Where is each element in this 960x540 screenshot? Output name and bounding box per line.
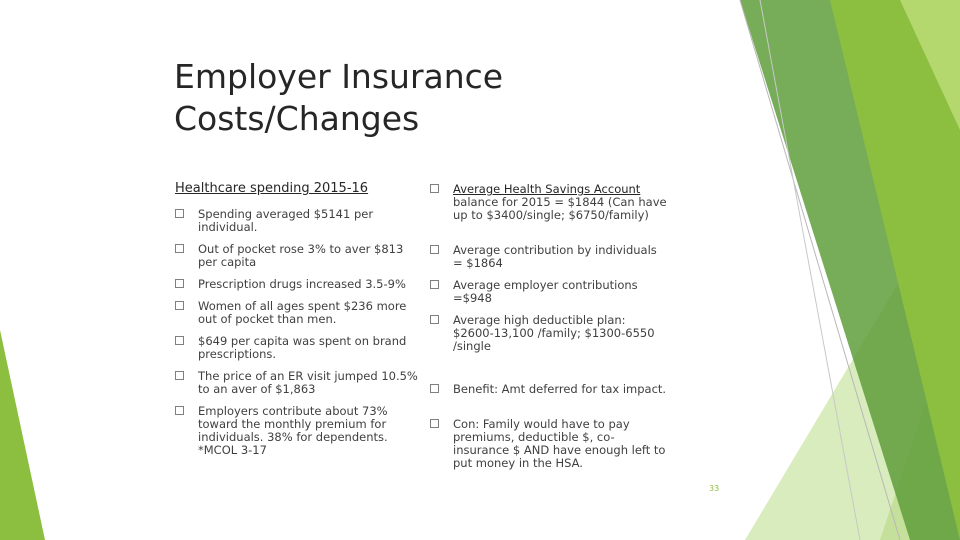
bullet-square-icon bbox=[175, 279, 184, 288]
left-green-triangle bbox=[0, 330, 45, 540]
slide-title-line-1: Employer Insurance bbox=[174, 57, 504, 96]
hsa-heading: Average Health Savings Account bbox=[453, 182, 641, 196]
bullet-text: Prescription drugs increased 3.5-9% bbox=[198, 277, 406, 291]
bullet-text: Benefit: Amt deferred for tax impact. bbox=[453, 382, 667, 396]
bullet-square-icon bbox=[175, 371, 184, 380]
bullet-text: The price of an ER visit jumped 10.5% to an aver of $1,863 bbox=[198, 369, 418, 396]
bullet-square-icon bbox=[175, 209, 184, 218]
bullet-square-icon bbox=[430, 245, 439, 254]
slide-title bbox=[174, 56, 594, 140]
bullet-text: Out of pocket rose 3% to aver $813 per capita bbox=[198, 242, 404, 269]
bullet-text: Average employer contributions =$948 bbox=[453, 278, 638, 305]
bullet-square-icon bbox=[175, 301, 184, 310]
bullet-text: $649 per capita was spent on brand prescriptions. bbox=[198, 334, 407, 361]
left-column-heading: Healthcare spending 2015-16 bbox=[175, 181, 369, 196]
hsa-detail: balance for 2015 = $1844 (Can have up to $3400/single; $6750/family) bbox=[453, 195, 667, 222]
slide-title-line-2: Costs/Changes bbox=[174, 99, 420, 138]
bullet-text: Spending averaged $5141 per individual. bbox=[198, 207, 374, 234]
bullet-square-icon bbox=[430, 419, 439, 428]
bullet-text: Average contribution by individuals = $1864 bbox=[453, 243, 657, 270]
bullet-text: Women of all ages spent $236 more out of pocket than men. bbox=[198, 299, 407, 326]
bullet-text: Con: Family would have to pay premiums, deductible $, co-insurance $ AND have enough left to put money in the HSA. bbox=[453, 417, 666, 470]
bullet-square-icon bbox=[430, 315, 439, 324]
bullet-square-icon bbox=[175, 244, 184, 253]
bullet-square-icon bbox=[175, 336, 184, 345]
page-number: 33 bbox=[709, 484, 720, 493]
bullet-text: Employers contribute about 73% toward the monthly premium for individuals. 38% for dependents. *MCOL 3-17 bbox=[198, 404, 388, 457]
bullet-square-icon bbox=[430, 384, 439, 393]
bullet-square-icon bbox=[430, 280, 439, 289]
bullet-square-icon bbox=[430, 184, 439, 193]
bullet-square-icon bbox=[175, 406, 184, 415]
bullet-text bbox=[453, 183, 668, 222]
bullet-text: Average high deductible plan: $2600-13,100 /family; $1300-6550 /single bbox=[453, 313, 655, 353]
